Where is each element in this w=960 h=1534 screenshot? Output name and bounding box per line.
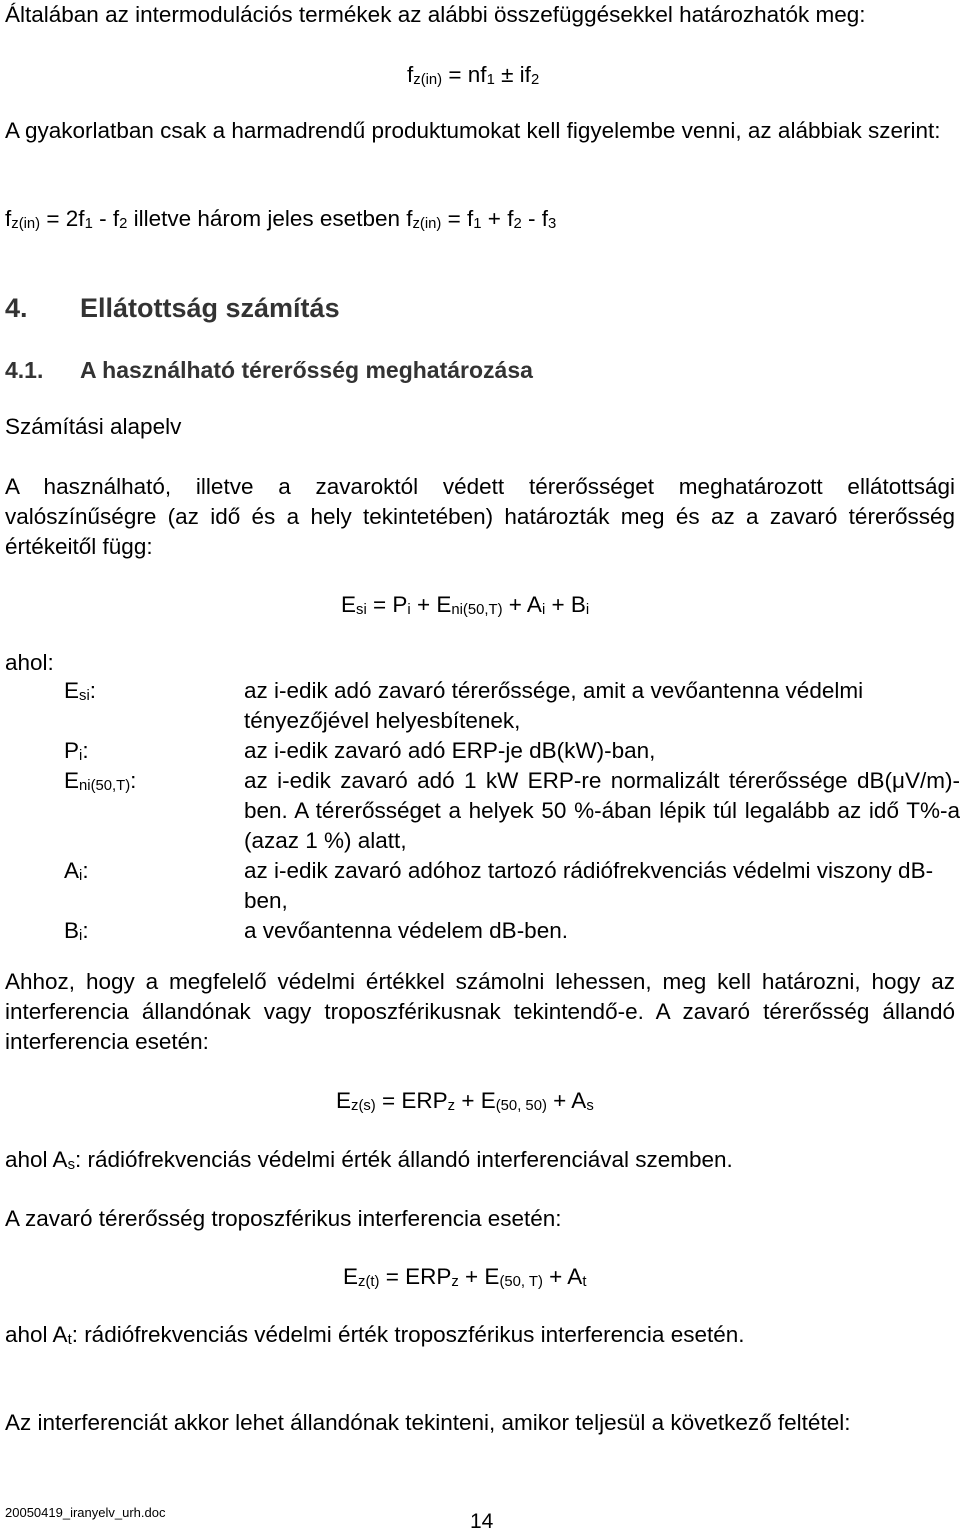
main-paragraph: A használható, illetve a zavaroktól védett térerősséget meghatározott ellátottsági valószínűségre (az idő és a hely tekintetében) határozták meg és az a zavaró térerősség értékeitől függ: bbox=[5, 474, 955, 559]
definition-term: $A_i$: bbox=[64, 858, 89, 885]
definition-row bbox=[0, 676, 960, 736]
definition-term: $P_i$: bbox=[64, 738, 89, 765]
main-equation: $E_{si} = P_i + E_{ni(50,T)} + A_i + B_i$ bbox=[341, 592, 590, 619]
definition-desc: az i-edik zavaró adó ERP-je dB(kW)-ban, bbox=[244, 738, 656, 763]
definition-row bbox=[0, 856, 960, 916]
tropo-where: ahol $A_t$: rádiófrekvenciás védelmi érték troposzférikus interferencia esetén. bbox=[5, 1322, 745, 1349]
intermod-formula: $f_{z(in)} = nf_1 \pm if_2$ bbox=[407, 62, 540, 89]
definition-term: $E_{si}$: bbox=[64, 678, 97, 705]
third-order-formula: $f_{z(in)} = 2f_1 - f_2$ illetve három jeles esetben $f_{z(in)} = f_1 + f_2 - f_3$ bbox=[5, 206, 557, 233]
intro-paragraph: Általában az intermodulációs termékek az alábbi összefüggésekkel határozhatók meg: bbox=[5, 2, 866, 27]
condition-paragraph: Az interferenciát akkor lehet állandónak tekinteni, amikor teljesül a következő feltétel: bbox=[5, 1410, 851, 1435]
definition-term: $B_i$: bbox=[64, 918, 89, 945]
page-number: 14 bbox=[470, 1510, 494, 1533]
where-label: ahol: bbox=[5, 650, 54, 675]
definition-row bbox=[0, 736, 960, 766]
tropo-paragraph: A zavaró térerősség troposzférikus interferencia esetén: bbox=[5, 1206, 562, 1231]
constant-equation: $E_{z(s)} = ERP_z + E_{(50, 50)} + A_s$ bbox=[336, 1088, 594, 1115]
definition-desc: az i-edik adó zavaró térerőssége, amit a vevőantenna védelmi tényezőjével helyesbítenek, bbox=[244, 678, 864, 733]
subsection-number: 4.1. bbox=[5, 357, 44, 383]
section-title: Ellátottság számítás bbox=[80, 293, 340, 323]
definition-desc: a vevőantenna védelem dB-ben. bbox=[244, 918, 568, 943]
interference-paragraph: Ahhoz, hogy a megfelelő védelmi értékkel számolni lehessen, meg kell határozni, hogy az interferencia állandónak vagy troposzférikusnak tekintendő-e. A zavaró térerősség állandó interferencia esetén: bbox=[5, 969, 955, 1054]
principle-label: Számítási alapelv bbox=[5, 414, 182, 439]
section-number: 4. bbox=[5, 293, 28, 323]
subsection-title: A használható térerősség meghatározása bbox=[80, 357, 533, 383]
definition-desc: az i-edik zavaró adóhoz tartozó rádiófrekvenciás védelmi viszony dB-ben, bbox=[244, 858, 934, 913]
definition-term: $E_{ni(50,T)}$: bbox=[64, 768, 137, 795]
definition-row bbox=[0, 766, 960, 856]
definition-list bbox=[0, 676, 960, 946]
subsection-heading bbox=[5, 355, 533, 385]
definition-desc: az i-edik zavaró adó 1 kW ERP-re normalizált térerőssége dB(μV/m)-ben. A térerősséget a helyek 50 %-ában lépik túl legalább az idő T%-a (azaz 1 %) alatt, bbox=[244, 768, 960, 853]
footer-filename: 20050419_iranyelv_urh.doc bbox=[5, 1505, 166, 1520]
section-heading bbox=[5, 290, 340, 326]
third-order-paragraph: A gyakorlatban csak a harmadrendű produktumokat kell figyelembe venni, az alábbiak szerint: bbox=[5, 118, 941, 143]
definition-row bbox=[0, 916, 960, 946]
tropo-equation: $E_{z(t)} = ERP_z + E_{(50, T)} + A_t$ bbox=[343, 1264, 587, 1291]
constant-where: ahol $A_s$: rádiófrekvenciás védelmi érték állandó interferenciával szemben. bbox=[5, 1147, 733, 1174]
